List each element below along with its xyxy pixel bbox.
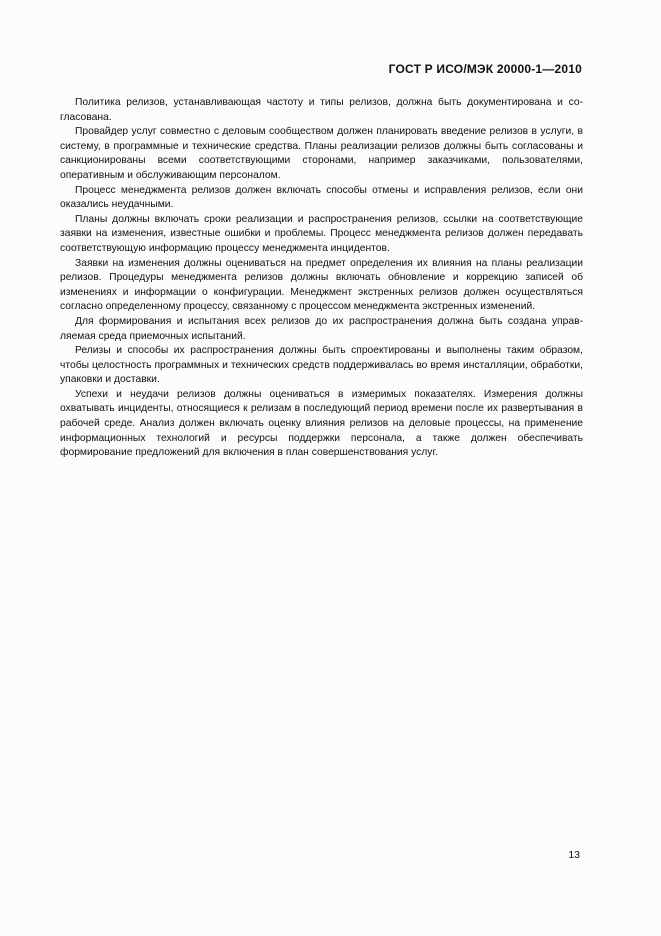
page-number: 13	[568, 849, 580, 861]
document-header: ГОСТ Р ИСО/МЭК 20000-1—2010	[388, 62, 582, 76]
paragraph-change-requests: Заявки на изменения должны оцениваться на предмет определения их влияния на планы реализации релизов. Процедуры менеджмента релизов должны включать обновление и коррекцию записей об изменениях и информации о конфигурации. Менеджмент экстренных релизов должен осуществляться согласно определенному процессу, связанному с процессом менеджмента экстренных изменений.	[60, 257, 583, 313]
paragraph-release-planning: Провайдер услуг совместно с деловым сообществом должен планировать введение релизов в услуги, в систему, в программные и технические средства. Планы реализации релизов должны быть согласованы и санкционированы всеми соответствующими сторонами, например заказчиками, пользователями, оперативным и обслуживающим персоналом.	[60, 126, 583, 181]
paragraph-release-design: Релизы и способы их распространения должны быть спроектированы и выполнены таким образом, чтобы целостность программных и технических средств поддерживалась во время инсталляции, обработки, упаковки и доставки.	[60, 345, 583, 386]
paragraph-release-evaluation: Успехи и неудачи релизов должны оцениваться в измеримых показателях. Измерения должны охватывать инциденты, относящиеся к релизам в последующий период времени после их развертывания в рабочей среде. Анализ должен включать оценку влияния релизов на деловые процессы, на применение информационных технологий и ресурсы поддержки персонала, а также должен обеспечивать формирование предложений для включения в план совершенствования услуг.	[60, 388, 583, 459]
paragraph-release-rollback: Процесс менеджмента релизов должен включать способы отмены и исправления релизов, если они оказались неудачными.	[60, 184, 583, 211]
paragraph-plan-contents: Планы должны включать сроки реализации и распространения релизов, ссылки на соответствующие заявки на изменения, известные ошибки и проблемы. Процесс менеджмента релизов должен передавать соответствующую информацию процессу менеджмента инцидентов.	[60, 213, 583, 254]
paragraph-release-policy: Политика релизов, устанавливающая частоту и типы релизов, должна быть документирована и согласована.	[60, 97, 583, 123]
document-body	[60, 96, 583, 461]
paragraph-acceptance-environment: Для формирования и испытания всех релизов до их распространения должна быть создана управляемая среда приемочных испытаний.	[60, 315, 583, 342]
